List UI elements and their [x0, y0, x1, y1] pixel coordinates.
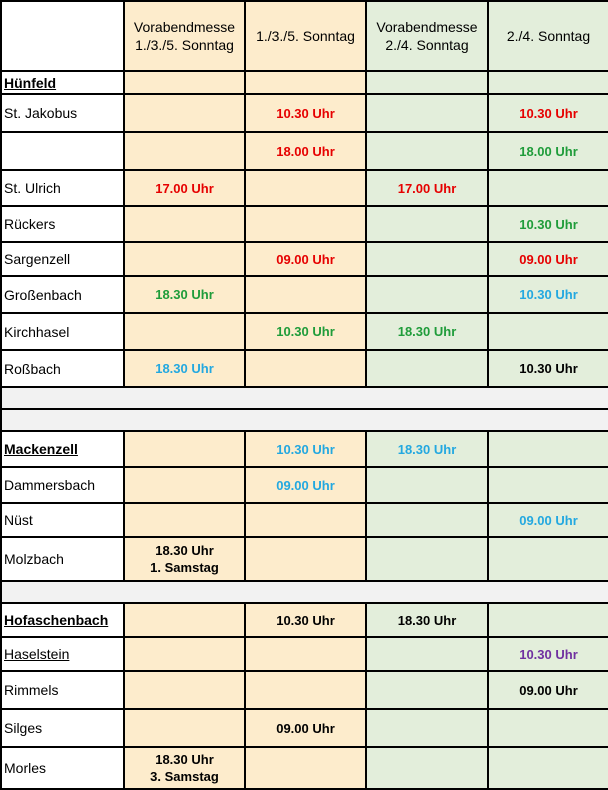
- time-cell: [366, 132, 488, 170]
- time-cell: [366, 503, 488, 537]
- header-col2: 1./3./5. Sonntag: [245, 1, 366, 71]
- table-row: [1, 242, 608, 276]
- time-cell: [488, 71, 608, 94]
- header-row: [1, 1, 608, 71]
- time-cell: 10.30 Uhr: [488, 206, 608, 242]
- table-row: [1, 637, 608, 671]
- location-cell: Silges: [1, 709, 124, 747]
- table-row: [1, 503, 608, 537]
- time-cell: 09.00 Uhr: [488, 242, 608, 276]
- time-cell: [124, 206, 245, 242]
- location-cell: Rimmels: [1, 671, 124, 709]
- table-row: [1, 206, 608, 242]
- location-cell: Hünfeld: [1, 71, 124, 94]
- time-cell: 10.30 Uhr: [488, 276, 608, 313]
- time-note: 3. Samstag: [150, 769, 219, 784]
- time-cell: 09.00 Uhr: [488, 503, 608, 537]
- location-cell: St. Ulrich: [1, 170, 124, 206]
- location-cell: Molzbach: [1, 537, 124, 581]
- time-cell: [124, 94, 245, 132]
- time-cell: [124, 537, 245, 581]
- spacer-cell: [1, 409, 608, 431]
- time-cell: [366, 671, 488, 709]
- table-row: [1, 313, 608, 350]
- time-cell: [488, 170, 608, 206]
- time-cell: [488, 603, 608, 637]
- time-cell: [366, 71, 488, 94]
- table-row: [1, 170, 608, 206]
- location-cell: [1, 132, 124, 170]
- location-cell: Roßbach: [1, 350, 124, 387]
- location-cell: Morles: [1, 747, 124, 789]
- location-cell: Rückers: [1, 206, 124, 242]
- time-cell: 18.30 Uhr: [366, 431, 488, 467]
- time-cell: [488, 537, 608, 581]
- time-cell: [245, 71, 366, 94]
- time-cell: 09.00 Uhr: [245, 467, 366, 503]
- time-cell: [366, 350, 488, 387]
- time-cell: [488, 709, 608, 747]
- time-cell: [245, 637, 366, 671]
- location-cell: Nüst: [1, 503, 124, 537]
- time-cell: [245, 170, 366, 206]
- time-cell: [124, 431, 245, 467]
- header-col3: Vorabendmesse 2./4. Sonntag: [366, 1, 488, 71]
- table-row: [1, 94, 608, 132]
- time-cell: [366, 206, 488, 242]
- location-cell: Mackenzell: [1, 431, 124, 467]
- time-cell: [366, 637, 488, 671]
- table-row: [1, 276, 608, 313]
- time-cell: 09.00 Uhr: [245, 709, 366, 747]
- time-cell: [124, 709, 245, 747]
- time-cell: [124, 603, 245, 637]
- time-cell: 09.00 Uhr: [488, 671, 608, 709]
- spacer-cell: [1, 581, 608, 603]
- time-note: 1. Samstag: [150, 560, 219, 575]
- time-cell: [245, 206, 366, 242]
- table-row: [1, 132, 608, 170]
- time-line: 18.30 Uhr: [155, 543, 214, 558]
- time-cell: 10.30 Uhr: [245, 603, 366, 637]
- time-cell: 10.30 Uhr: [488, 350, 608, 387]
- time-cell: [366, 467, 488, 503]
- table-row: [1, 71, 608, 94]
- time-cell: 10.30 Uhr: [488, 94, 608, 132]
- time-cell: [124, 467, 245, 503]
- time-cell: [366, 94, 488, 132]
- table-row: [1, 537, 608, 581]
- time-cell: [488, 747, 608, 789]
- time-cell: [124, 242, 245, 276]
- time-cell: 18.30 Uhr: [366, 313, 488, 350]
- time-cell: [245, 537, 366, 581]
- time-cell: [366, 242, 488, 276]
- spacer-row: [1, 387, 608, 409]
- time-cell: 10.30 Uhr: [488, 637, 608, 671]
- spacer-row: [1, 581, 608, 603]
- spacer-cell: [1, 387, 608, 409]
- time-cell: [245, 503, 366, 537]
- location-cell: St. Jakobus: [1, 94, 124, 132]
- time-cell: 18.30 Uhr: [366, 603, 488, 637]
- location-cell: Kirchhasel: [1, 313, 124, 350]
- location-cell: Hofaschenbach: [1, 603, 124, 637]
- time-cell: 18.30 Uhr: [124, 350, 245, 387]
- time-cell: 10.30 Uhr: [245, 313, 366, 350]
- time-cell: [124, 71, 245, 94]
- time-cell: [488, 431, 608, 467]
- table-row: [1, 603, 608, 637]
- time-line: 18.30 Uhr: [155, 752, 214, 767]
- table-row: [1, 671, 608, 709]
- table-row: [1, 709, 608, 747]
- time-cell: [245, 350, 366, 387]
- header-col1: Vorabendmesse 1./3./5. Sonntag: [124, 1, 245, 71]
- time-cell: [488, 313, 608, 350]
- table-row: [1, 350, 608, 387]
- time-cell: [366, 537, 488, 581]
- time-cell: [488, 467, 608, 503]
- time-cell: [366, 709, 488, 747]
- time-cell: 18.30 Uhr: [124, 276, 245, 313]
- time-cell: [124, 671, 245, 709]
- location-cell: Dammersbach: [1, 467, 124, 503]
- time-cell: 18.00 Uhr: [245, 132, 366, 170]
- time-cell: [124, 503, 245, 537]
- location-cell: Haselstein: [1, 637, 124, 671]
- location-cell: Großenbach: [1, 276, 124, 313]
- header-col4: 2./4. Sonntag: [488, 1, 608, 71]
- time-cell: [124, 637, 245, 671]
- time-cell: [245, 276, 366, 313]
- table-row: [1, 467, 608, 503]
- header-empty: [1, 1, 124, 71]
- time-cell: [366, 276, 488, 313]
- time-cell: 18.00 Uhr: [488, 132, 608, 170]
- table-row: [1, 431, 608, 467]
- time-cell: 17.00 Uhr: [366, 170, 488, 206]
- time-cell: 10.30 Uhr: [245, 94, 366, 132]
- spacer-row: [1, 409, 608, 431]
- location-cell: Sargenzell: [1, 242, 124, 276]
- time-cell: 09.00 Uhr: [245, 242, 366, 276]
- time-cell: [366, 747, 488, 789]
- time-cell: 17.00 Uhr: [124, 170, 245, 206]
- table-row: [1, 747, 608, 789]
- time-cell: [124, 132, 245, 170]
- time-cell: [245, 671, 366, 709]
- time-cell: [124, 313, 245, 350]
- time-cell: [124, 747, 245, 789]
- time-cell: 10.30 Uhr: [245, 431, 366, 467]
- time-cell: [245, 747, 366, 789]
